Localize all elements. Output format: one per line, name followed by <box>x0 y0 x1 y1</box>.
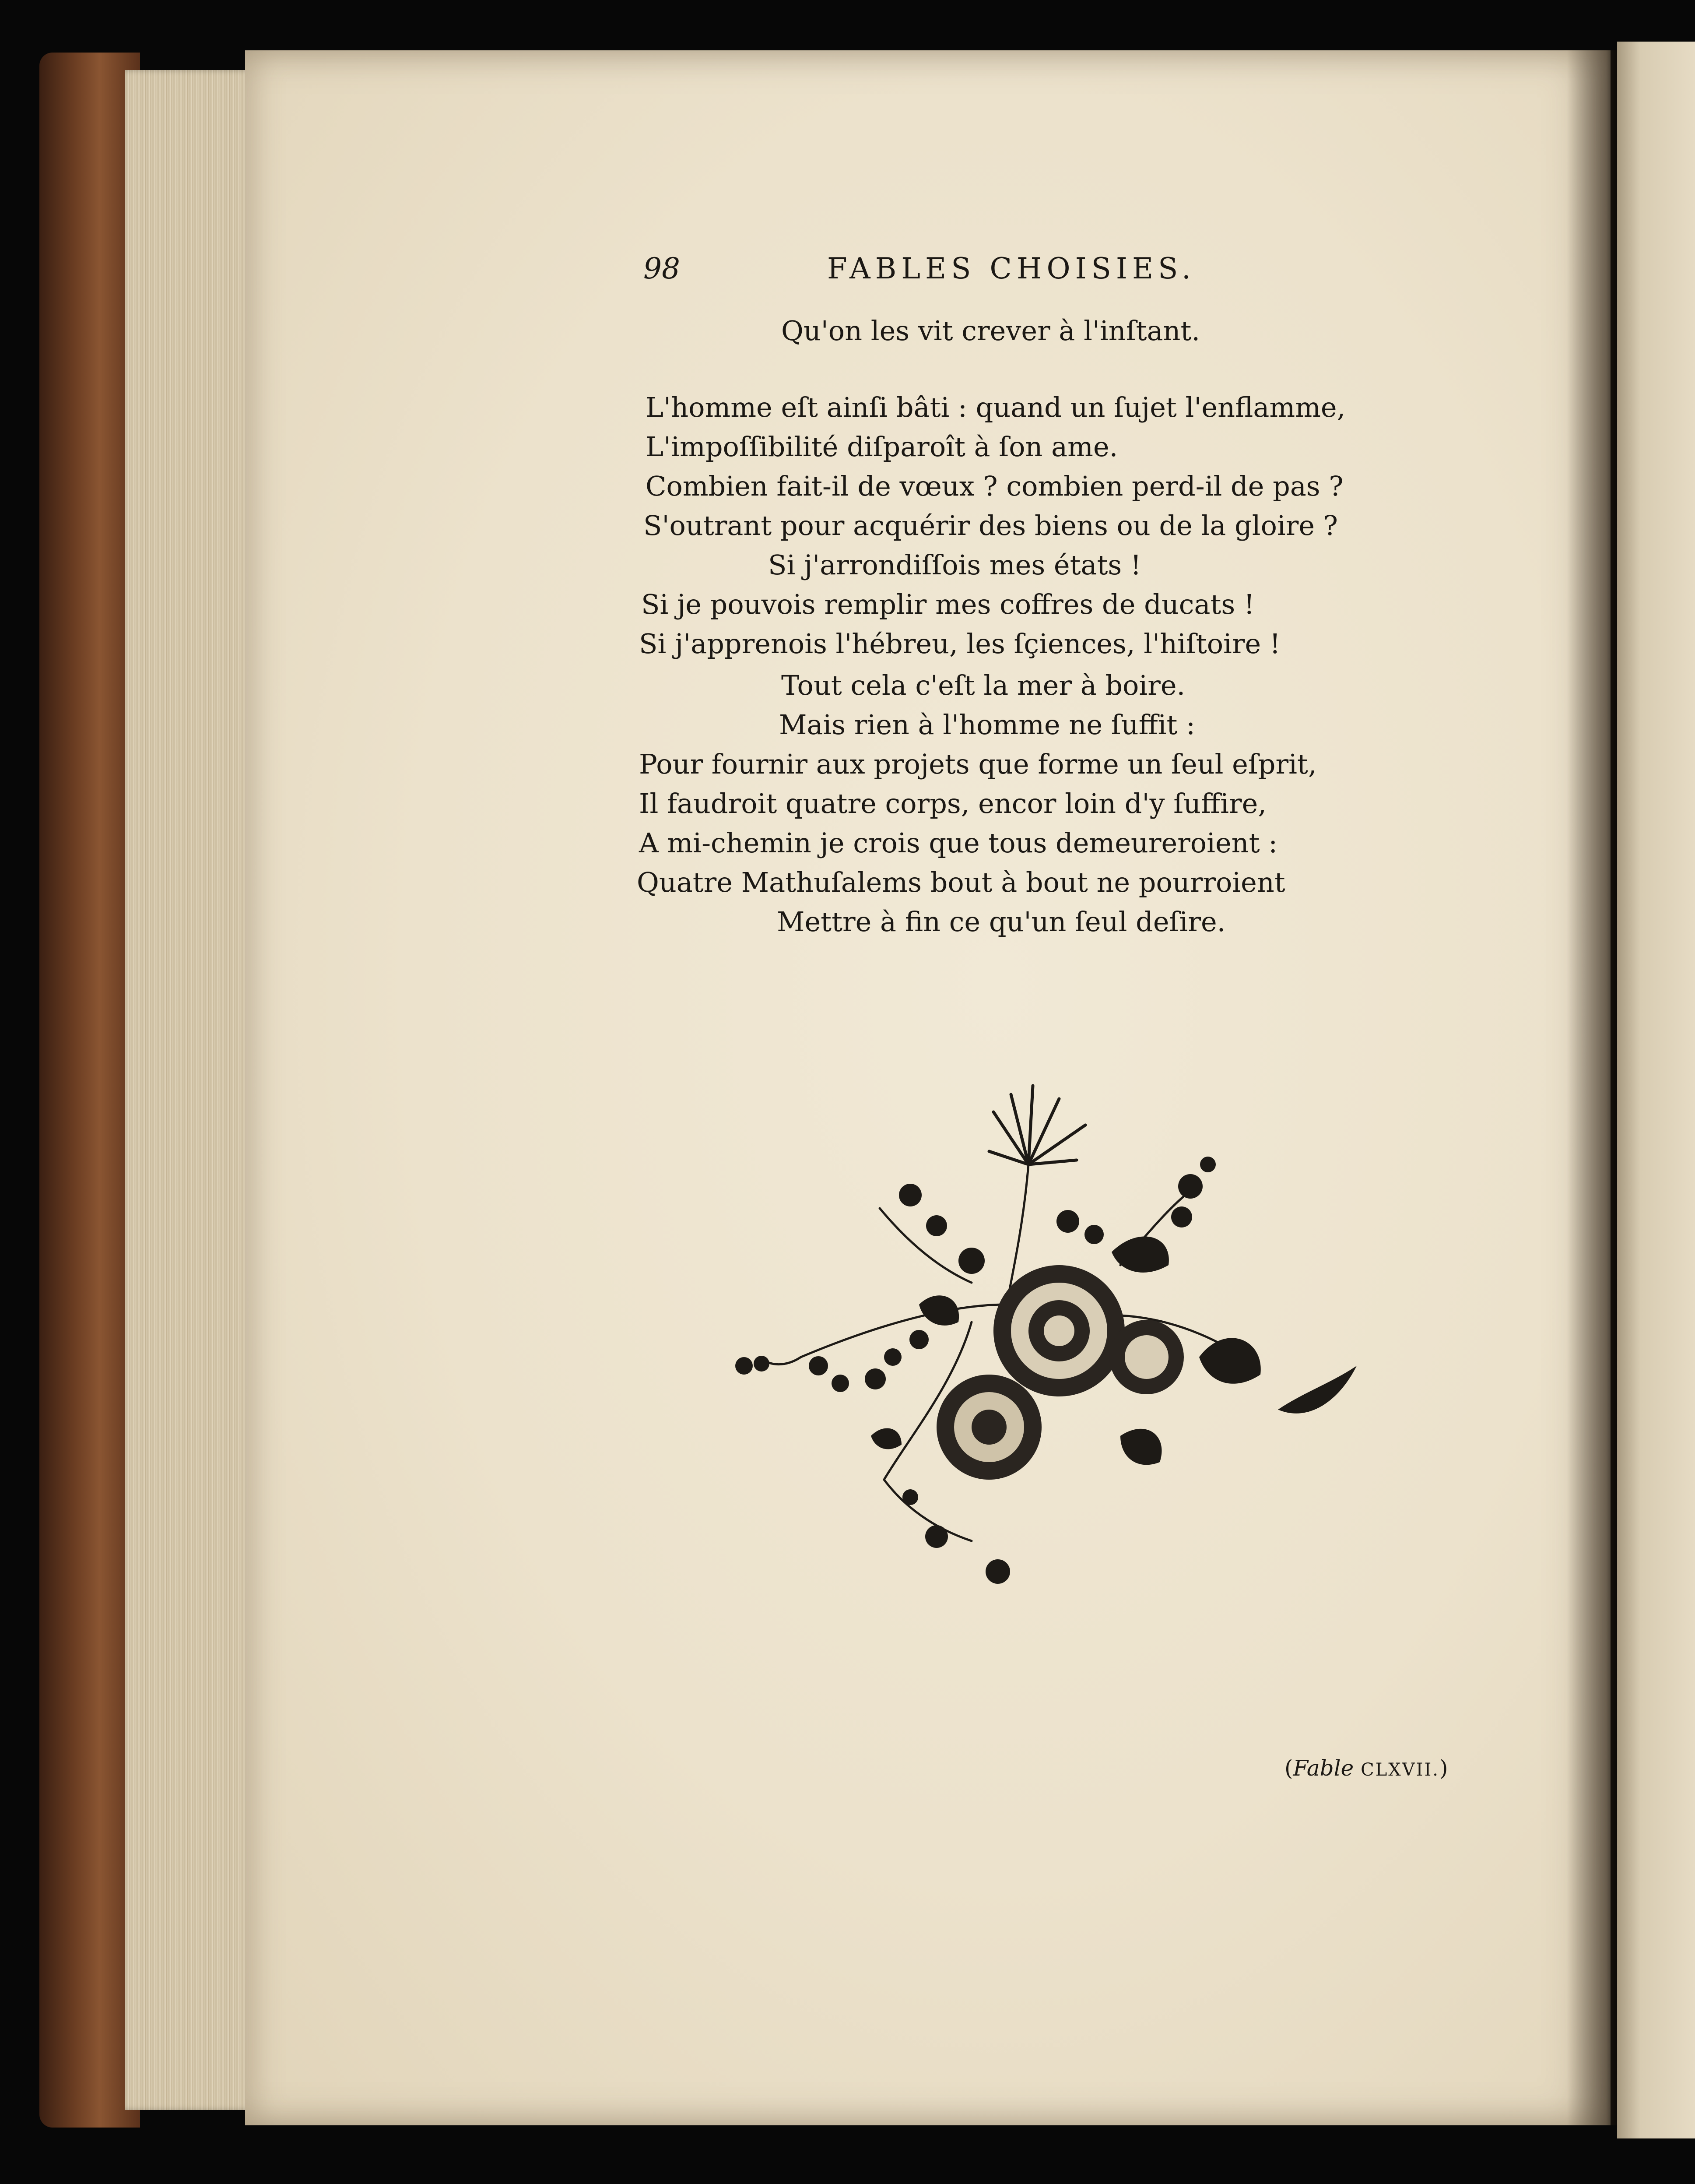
verse-line: A mi-chemin je crois que tous demeureroient : <box>639 827 1278 859</box>
gutter-shadow <box>1567 50 1619 2125</box>
verse-line: Si j'apprenois l'hébreu, les ſçiences, l'hiſtoire ! <box>639 628 1281 660</box>
verse-line: Tout cela c'eſt la mer à boire. <box>781 669 1186 701</box>
running-header <box>643 252 1291 300</box>
verse-line: Qu'on les vit crever à l'inſtant. <box>781 315 1200 347</box>
verse-line: Mais rien à l'homme ne ſuffit : <box>779 709 1195 741</box>
facing-page-edge <box>1617 42 1695 2138</box>
verse-line: Quatre Mathuſalems bout à bout ne pourroient <box>637 866 1285 898</box>
catchword-close-paren: ) <box>1439 1755 1448 1781</box>
verse-line: Mettre à fin ce qu'un ſeul deſire. <box>777 906 1226 938</box>
verse-line: Pour fournir aux projets que forme un ſeul eſprit, <box>639 748 1317 780</box>
verse-line: Si je pouvois remplir mes coffres de ducats ! <box>641 588 1255 620</box>
catchword-word: Fable <box>1293 1755 1354 1781</box>
verse-line: L'homme eſt ainſi bâti : quand un ſujet l'enflamme, <box>646 391 1346 423</box>
page-edge-stack <box>125 70 252 2110</box>
floral-ornament <box>726 1077 1365 1593</box>
page-number: 98 <box>643 252 680 285</box>
catchword <box>1284 1755 1448 1781</box>
catchword-numeral: CLXVII. <box>1361 1760 1439 1780</box>
verse-line: Il faudroit quatre corps, encor loin d'y ſuffire, <box>639 788 1267 819</box>
catchword-open-paren: ( <box>1284 1755 1293 1781</box>
verse-line: Si j'arrondiſſois mes états ! <box>768 549 1141 581</box>
verse-line: Combien fait-il de vœux ? combien perd-il de pas ? <box>646 470 1344 502</box>
verse-line: L'impoſſibilité diſparoît à ſon ame. <box>646 431 1118 463</box>
running-title: FABLES CHOISIES. <box>827 252 1196 285</box>
verse-line: S'outrant pour acquérir des biens ou de la gloire ? <box>643 510 1338 542</box>
